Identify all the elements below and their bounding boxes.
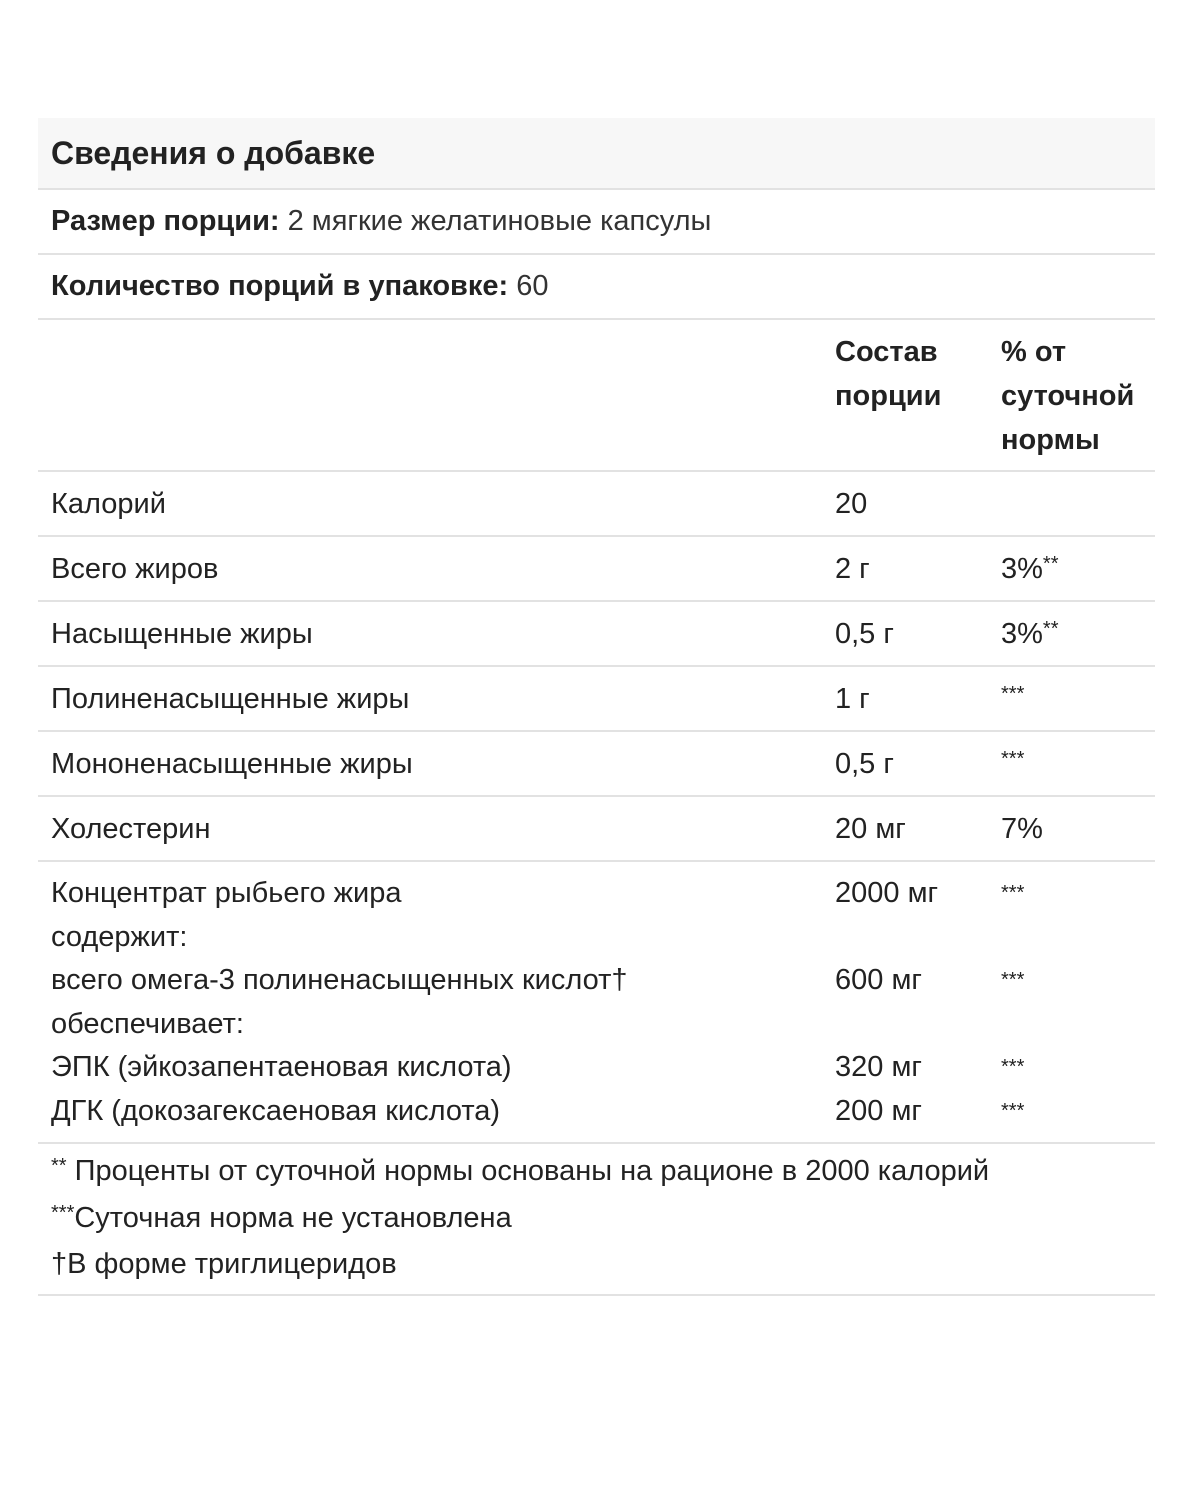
footnote-text: †В форме триглицеридов — [51, 1248, 397, 1280]
fish-oil-line — [38, 959, 1155, 1003]
nutrient-row — [38, 602, 1155, 667]
footnote-mark: *** — [51, 1201, 75, 1224]
nutrient-row — [38, 537, 1155, 602]
fish-oil-line — [38, 1003, 1155, 1047]
amount-column-header — [835, 330, 975, 418]
daily-value-footnote-mark: *** — [1001, 1099, 1025, 1122]
footnotes — [38, 1144, 1155, 1296]
fish-oil-component-name: всего омега-3 полиненасыщенных кислот† — [51, 964, 628, 996]
daily-value-footnote-mark: *** — [1001, 1056, 1025, 1078]
panel-title: Сведения о добавке — [51, 134, 376, 171]
servings-per-container-value: 60 — [516, 270, 549, 302]
nutrient-name: Калорий — [51, 488, 166, 520]
footnote-text: Суточная норма не установлена — [74, 1201, 512, 1234]
amount-header-line: порции — [835, 380, 942, 412]
daily-value-footnote-mark: *** — [1001, 882, 1025, 904]
nutrient-name: Всего жиров — [51, 553, 219, 585]
footnote-text: Проценты от суточной нормы основаны на рационе в 2000 калорий — [66, 1155, 990, 1187]
nutrient-name: Мононенасыщенные жиры — [51, 748, 413, 780]
daily-value-percent: 3% — [1001, 618, 1043, 650]
serving-size-row — [38, 190, 1155, 255]
footnote-mark: ** — [51, 1155, 67, 1177]
daily-value-footnote-mark: *** — [1001, 683, 1025, 705]
footnote — [51, 1150, 1142, 1197]
footnote — [51, 1243, 1142, 1290]
fish-oil-component-amount: 600 мг — [835, 964, 922, 996]
daily-value-footnote-mark: *** — [1001, 748, 1025, 770]
nutrient-row — [38, 797, 1155, 862]
fish-oil-component-name: содержит: — [51, 920, 188, 953]
nutrient-daily-value — [1001, 807, 1043, 854]
daily-value-footnote-mark: *** — [1001, 969, 1025, 991]
amount-header-line: Состав — [835, 336, 938, 368]
nutrient-daily-value — [1001, 742, 1024, 789]
nutrient-amount: 0,5 г — [835, 618, 894, 650]
nutrient-row — [38, 732, 1155, 797]
nutrient-name: Насыщенные жиры — [51, 618, 313, 650]
fish-oil-component-name: обеспечивает: — [51, 1007, 244, 1040]
servings-per-container-label: Количество порций в упаковке: — [51, 270, 509, 302]
nutrient-rows — [38, 472, 1155, 862]
nutrient-row — [38, 472, 1155, 537]
servings-per-container-row — [38, 255, 1155, 320]
nutrient-amount: 1 г — [835, 683, 870, 715]
serving-size-label: Размер порции: — [51, 205, 280, 237]
nutrient-daily-value — [1001, 677, 1024, 724]
nutrient-name: Холестерин — [51, 813, 211, 845]
fish-oil-component-name: ДГК (докозагексаеновая кислота) — [51, 1094, 501, 1127]
daily-value-percent: 7% — [1001, 813, 1043, 845]
nutrient-amount: 2 г — [835, 553, 870, 585]
nutrient-daily-value — [1001, 612, 1059, 659]
daily-value-footnote-mark: ** — [1042, 618, 1059, 640]
nutrient-amount: 20 — [835, 488, 868, 520]
daily-value-column-header — [1001, 330, 1151, 462]
dv-header-line: суточной — [1001, 380, 1135, 412]
column-header-row — [38, 320, 1155, 472]
serving-size-value: 2 мягкие желатиновые капсулы — [287, 205, 712, 237]
dv-header-line: нормы — [1001, 424, 1100, 456]
daily-value-footnote-mark: ** — [1042, 553, 1059, 575]
fish-oil-line — [38, 1046, 1155, 1090]
nutrient-amount: 20 мг — [835, 813, 906, 845]
title-row — [38, 118, 1155, 190]
dv-header-line: % от — [1001, 336, 1067, 368]
fish-oil-component-amount: 320 мг — [835, 1051, 922, 1083]
nutrient-daily-value — [1001, 547, 1059, 594]
nutrient-amount: 0,5 г — [835, 748, 894, 780]
supplement-facts-panel — [38, 118, 1155, 1296]
footnote — [51, 1197, 1142, 1244]
fish-oil-component-amount: 200 мг — [835, 1094, 922, 1127]
fish-oil-component-amount: 2000 мг — [835, 877, 939, 909]
fish-oil-row — [38, 862, 1155, 1144]
nutrient-name: Полиненасыщенные жиры — [51, 683, 410, 715]
fish-oil-line — [38, 916, 1155, 960]
fish-oil-component-name: Концентрат рыбьего жира — [51, 877, 402, 909]
fish-oil-line — [38, 872, 1155, 916]
daily-value-percent: 3% — [1001, 553, 1043, 585]
fish-oil-line — [38, 1090, 1155, 1134]
fish-oil-component-name: ЭПК (эйкозапентаеновая кислота) — [51, 1051, 512, 1083]
nutrient-row — [38, 667, 1155, 732]
